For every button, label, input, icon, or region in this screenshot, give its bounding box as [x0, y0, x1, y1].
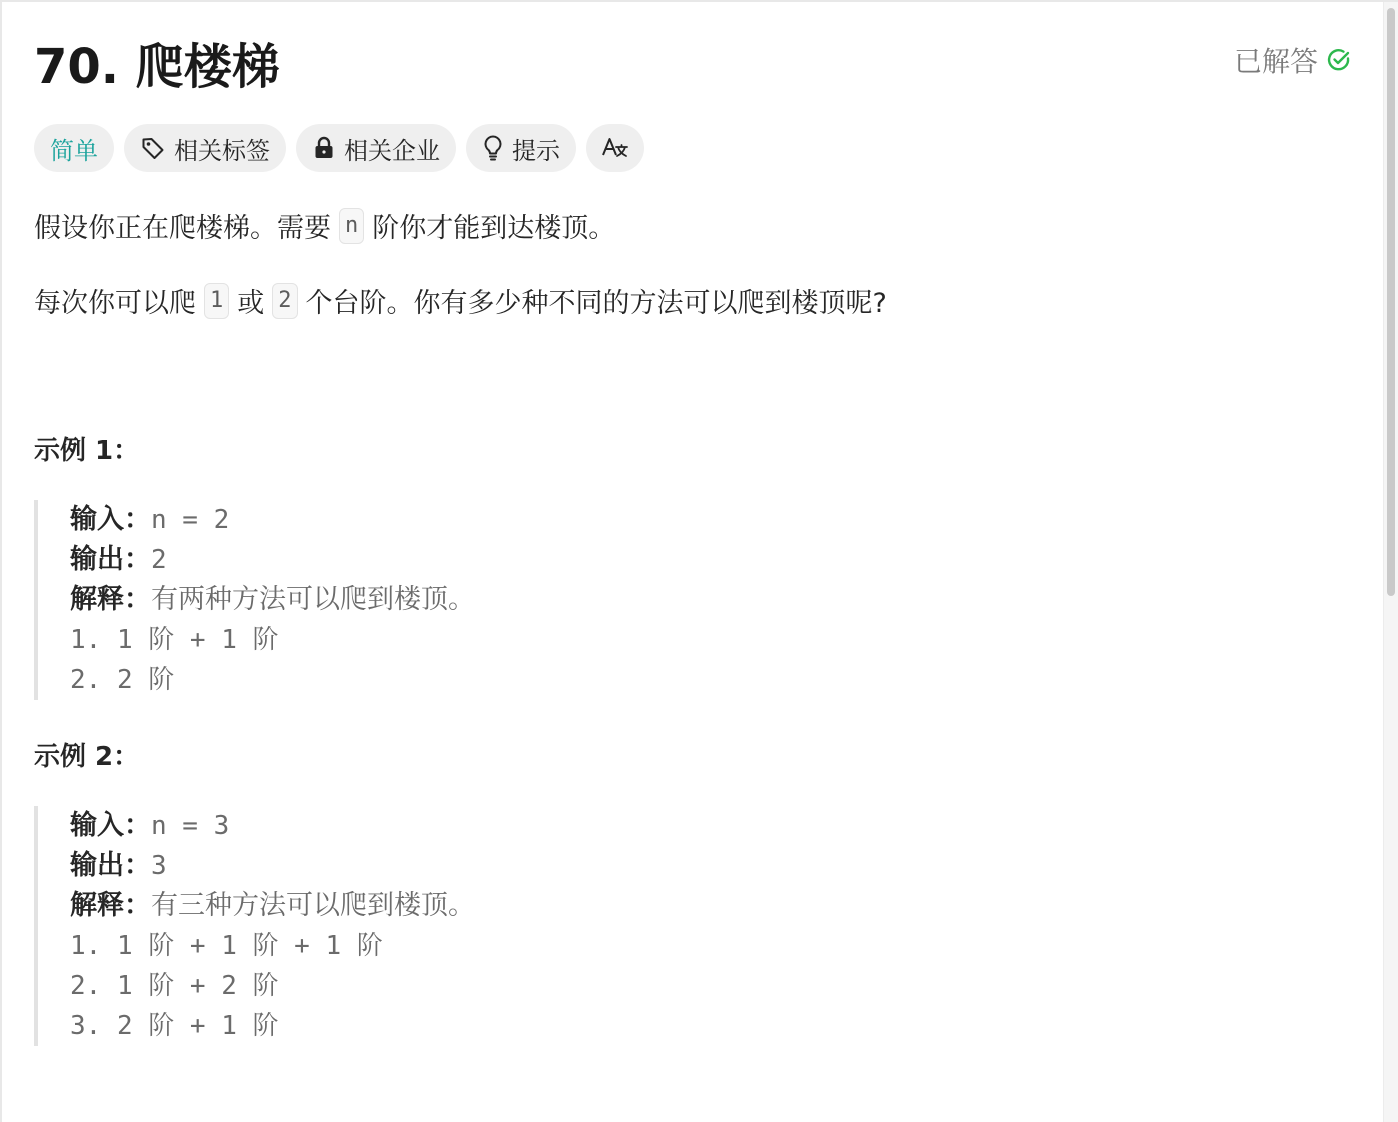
input-label: 输入： [70, 504, 151, 535]
output-label: 输出： [70, 850, 151, 881]
translate-chip[interactable] [586, 124, 644, 172]
solved-label: 已解答 [1233, 45, 1318, 78]
related-tags-chip[interactable] [124, 124, 286, 172]
explanation-label: 解释： [70, 890, 151, 921]
example-1-block [34, 500, 475, 700]
tag-icon [140, 135, 166, 161]
example-2-title: 示例 2： [34, 742, 140, 772]
example-2-step-1 [70, 926, 475, 966]
p1-text-before: 假设你正在爬楼梯。需要 [34, 213, 331, 244]
lock-icon [312, 135, 336, 161]
example-2-step-3 [70, 1006, 475, 1046]
example-1-output [70, 540, 475, 580]
example-1-title: 示例 1： [34, 436, 140, 466]
example-1-step-1 [70, 620, 475, 660]
example-2-input [70, 806, 475, 846]
description-paragraph-2 [34, 281, 887, 320]
step-text: 1. 1 阶 + 1 阶 [70, 625, 279, 655]
example-2-step-2 [70, 966, 475, 1006]
explanation-value: 有三种方法可以爬到楼顶。 [151, 890, 475, 921]
step-text: 1. 1 阶 + 1 阶 + 1 阶 [70, 931, 383, 961]
content [34, 2, 1354, 1041]
step-text: 2. 2 阶 [70, 665, 175, 695]
output-value: 3 [151, 851, 167, 881]
example-2-explanation [70, 886, 475, 926]
related-companies-label: 相关企业 [344, 136, 440, 165]
example-2-output [70, 846, 475, 886]
chip-row [34, 124, 644, 172]
problem-title[interactable]: 70. 爬楼梯 [34, 39, 280, 95]
p2-text-before: 每次你可以爬 [34, 288, 196, 319]
p1-text-after: 阶你才能到达楼顶。 [372, 213, 616, 244]
example-1-explanation [70, 580, 475, 620]
header [34, 2, 1354, 120]
example-1-input [70, 500, 475, 540]
input-value: n = 2 [151, 505, 230, 535]
description-paragraph-1 [34, 206, 615, 245]
example-2-block [34, 806, 475, 1046]
difficulty-chip[interactable] [34, 124, 114, 172]
lightbulb-icon [482, 134, 504, 162]
hint-label: 提示 [512, 136, 560, 165]
step-text: 2. 1 阶 + 2 阶 [70, 971, 279, 1001]
input-value: n = 3 [151, 811, 230, 841]
example-1-step-2 [70, 660, 475, 700]
scrollbar-thumb[interactable] [1387, 8, 1395, 596]
solved-status [1234, 40, 1352, 80]
hint-chip[interactable] [466, 124, 576, 172]
input-label: 输入： [70, 810, 151, 841]
output-label: 输出： [70, 544, 151, 575]
check-circle-icon [1326, 47, 1352, 73]
inline-code-2: 2 [272, 283, 297, 319]
p2-text-mid: 或 [237, 288, 265, 319]
inline-code-1: 1 [204, 283, 229, 319]
related-tags-label: 相关标签 [174, 136, 270, 165]
scrollbar[interactable] [1383, 2, 1398, 1122]
explanation-label: 解释： [70, 584, 151, 615]
p2-text-after: 个台阶。你有多少种不同的方法可以爬到楼顶呢? [305, 288, 887, 319]
inline-code-n: n [339, 208, 364, 244]
related-companies-chip[interactable] [296, 124, 456, 172]
explanation-value: 有两种方法可以爬到楼顶。 [151, 584, 475, 615]
difficulty-label: 简单 [50, 136, 98, 165]
step-text: 3. 2 阶 + 1 阶 [70, 1011, 279, 1041]
translate-icon [601, 135, 629, 161]
output-value: 2 [151, 545, 167, 575]
